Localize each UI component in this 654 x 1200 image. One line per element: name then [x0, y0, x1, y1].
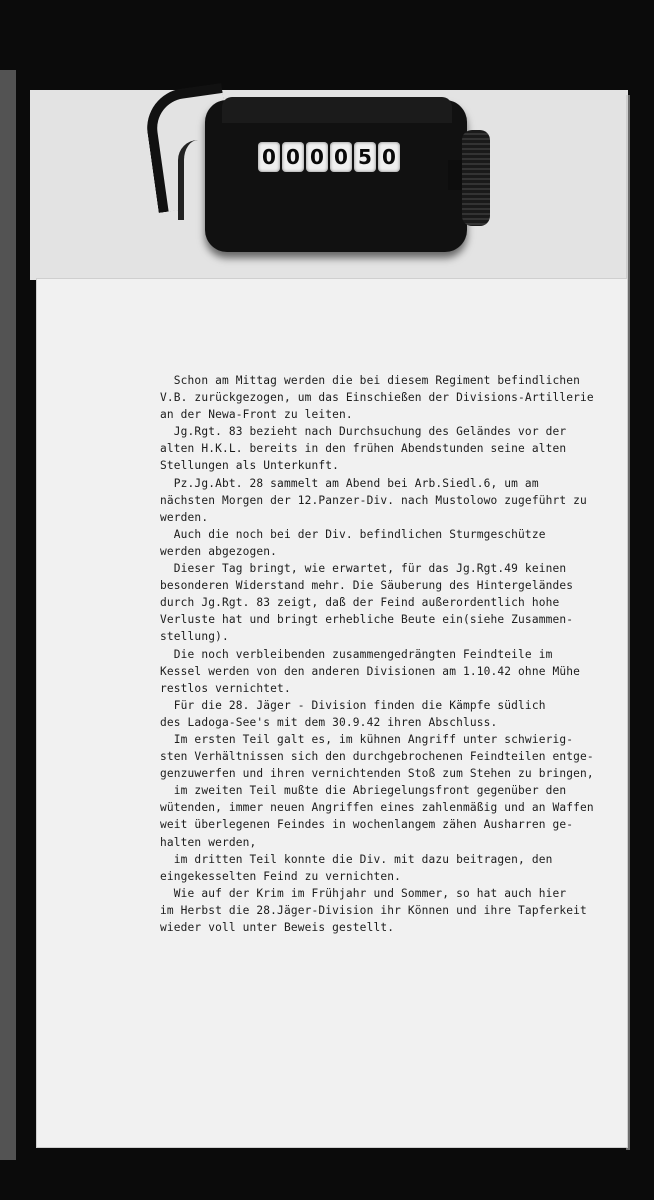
text-line: Pz.Jg.Abt. 28 sammelt am Abend bei Arb.Siedl.6, um am — [160, 476, 539, 490]
text-line: werden abgezogen. — [160, 544, 278, 558]
text-line: Für die 28. Jäger - Division finden die Kämpfe südlich — [160, 698, 546, 712]
text-line: werden. — [160, 510, 209, 524]
text-line: wütenden, immer neuen Angriffen eines zahlenmäßig und an Waffen — [160, 801, 594, 815]
text-line: alten H.K.L. bereits in den frühen Abendstunden seine alten — [160, 442, 567, 456]
counter-digit: 5 — [354, 142, 376, 172]
counter-digit-window — [258, 142, 408, 172]
text-line: Jg.Rgt. 83 bezieht nach Durchsuchung des Geländes vor der — [160, 425, 567, 439]
film-edge — [0, 70, 16, 1160]
text-line: genzuwerfen und ihren vernichtenden Stoß zum Stehen zu bringen, — [160, 767, 594, 781]
text-line: im Herbst die 28.Jäger-Division ihr Können und ihre Tapferkeit — [160, 903, 587, 917]
text-line: besonderen Widerstand mehr. Die Säuberung des Hintergeländes — [160, 579, 574, 593]
text-line: V.B. zurückgezogen, um das Einschießen der Divisions-Artillerie — [160, 391, 594, 405]
text-line: im zweiten Teil mußte die Abriegelungsfront gegenüber den — [160, 784, 567, 798]
text-line: sten Verhältnissen sich den durchgebrochenen Feindteilen entge- — [160, 750, 594, 764]
text-line: Verluste hat und bringt erhebliche Beute ein(siehe Zusammen- — [160, 613, 574, 627]
counter-top-plate — [222, 97, 452, 123]
text-line: halten werden, — [160, 835, 257, 849]
text-line: Kessel werden von den anderen Divisionen am 1.10.42 ohne Mühe — [160, 664, 581, 678]
text-line: Im ersten Teil galt es, im kühnen Angriff unter schwierig- — [160, 732, 574, 746]
text-line: stellung). — [160, 630, 229, 644]
text-line: im dritten Teil konnte die Div. mit dazu beitragen, den — [160, 852, 553, 866]
text-line: durch Jg.Rgt. 83 zeigt, daß der Feind außerordentlich hohe — [160, 596, 560, 610]
text-line: Dieser Tag bringt, wie erwartet, für das Jg.Rgt.49 keinen — [160, 562, 567, 576]
document-body — [160, 372, 630, 936]
text-line: nächsten Morgen der 12.Panzer-Div. nach Mustolowo zugeführt zu — [160, 493, 587, 507]
counter-digit: 0 — [330, 142, 352, 172]
text-line: des Ladoga-See's mit dem 30.9.42 ihren Abschluss. — [160, 715, 498, 729]
text-line: Wie auf der Krim im Frühjahr und Sommer, so hat auch hier — [160, 886, 567, 900]
counter-digit: 0 — [282, 142, 304, 172]
text-line: eingekesselten Feind zu vernichten. — [160, 869, 401, 883]
text-line: Schon am Mittag werden die bei diesem Regiment befindlichen — [160, 374, 581, 387]
counter-knob-icon — [462, 130, 490, 226]
text-line: Stellungen als Unterkunft. — [160, 459, 340, 473]
text-line: Auch die noch bei der Div. befindlichen Sturmgeschütze — [160, 527, 546, 541]
counter-digit: 0 — [306, 142, 328, 172]
text-line: weit überlegenen Feindes in wochenlangem zähen Ausharren ge- — [160, 818, 574, 832]
counter-digit: 0 — [378, 142, 400, 172]
text-line: restlos vernichtet. — [160, 681, 291, 695]
text-line: wieder voll unter Beweis gestellt. — [160, 921, 395, 934]
text-line: an der Newa-Front zu leiten. — [160, 408, 353, 422]
counter-digit: 0 — [258, 142, 280, 172]
text-line: Die noch verbleibenden zusammengedrängten Feindteile im — [160, 647, 553, 661]
